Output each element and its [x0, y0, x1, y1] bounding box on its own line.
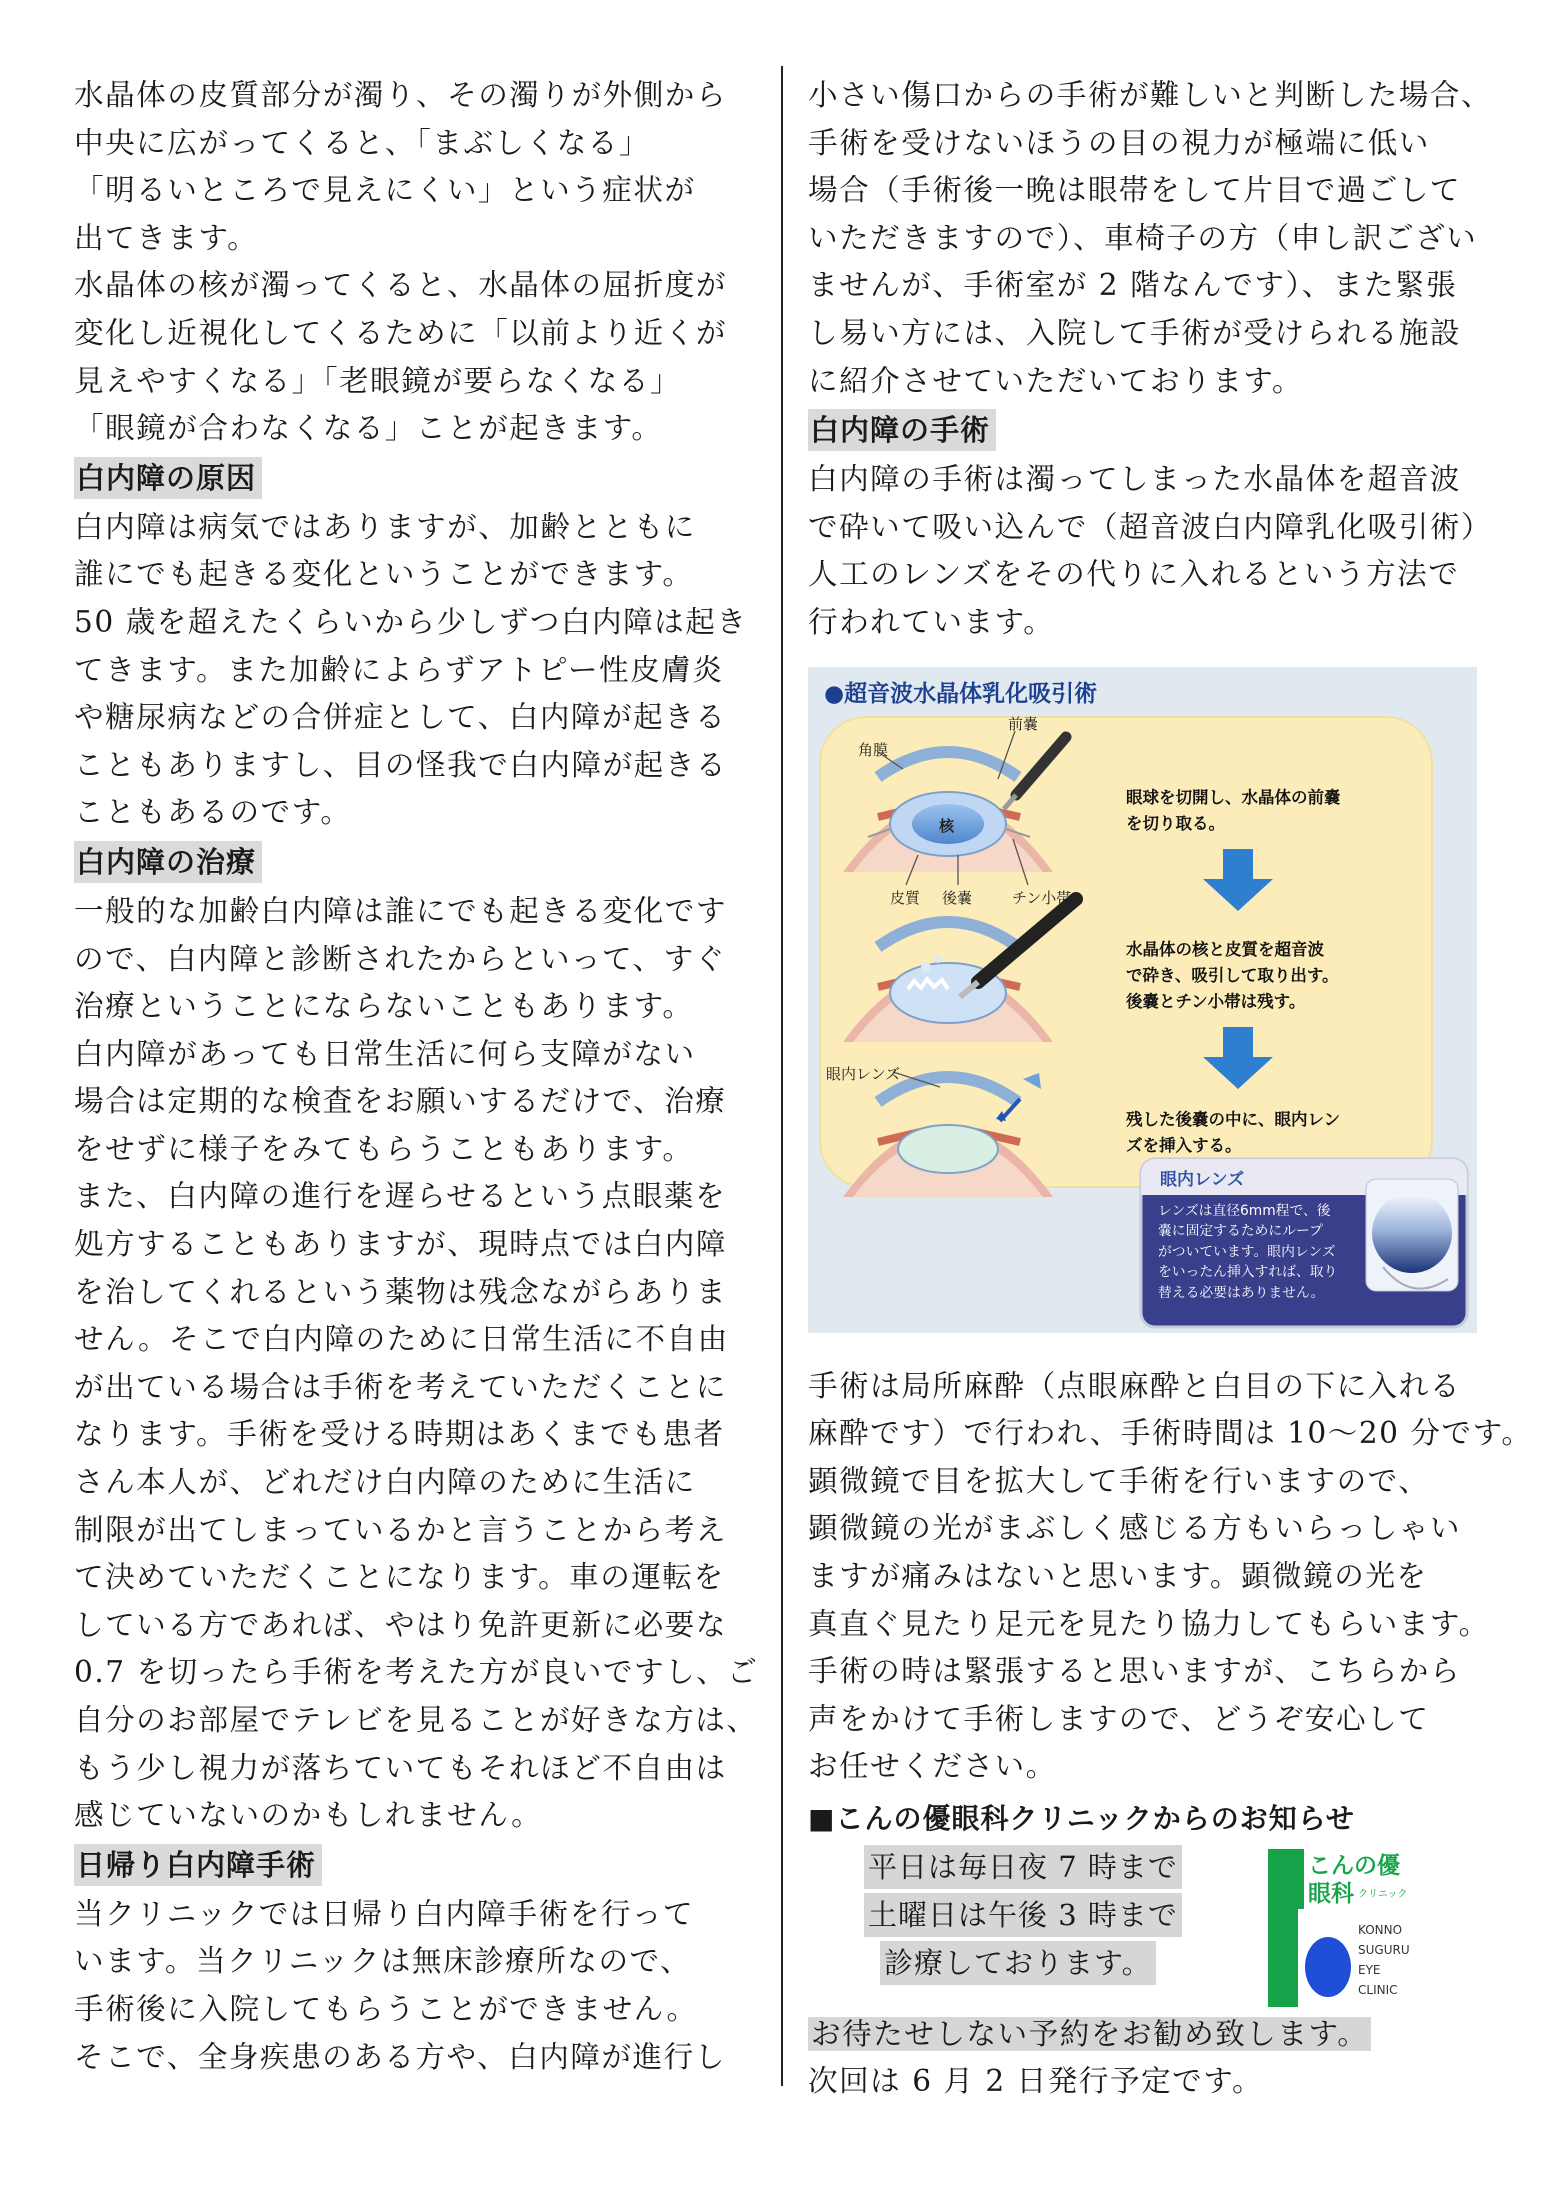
text-line: お任せください。: [808, 1749, 1057, 1784]
text-line: 場合は定期的な検査をお願いするだけで、治療: [74, 1084, 727, 1119]
clinic-notice: [808, 1799, 1498, 2106]
text-line: 人工のレンズをその代りに入れるという方法で: [808, 557, 1460, 592]
logo-english-2: SUGURU: [1358, 1942, 1410, 1957]
text-line: て決めていただくことになります。車の運転を: [74, 1560, 725, 1595]
text-line: 白内障は病気ではありますが、加齢とともに: [74, 509, 696, 544]
next-issue-line: 次回は 6 月 2 日発行予定です。: [808, 2064, 1264, 2099]
label-intraocular-lens: 眼内レンズ: [826, 1064, 901, 1083]
text-line: 一般的な加齢白内障は誰にでも起きる変化です: [74, 893, 727, 928]
text-line: 0.7 を切ったら手術を考えた方が良いですし、ご: [74, 1655, 759, 1690]
text-line: 50 歳を超えたくらいから少しずつ白内障は起き: [74, 604, 748, 639]
text-line: 真直ぐ見たり足元を見たり協力してもらいます。: [808, 1606, 1490, 1641]
figure-title: ●超音波水晶体乳化吸引術: [824, 680, 1098, 707]
text-line: 顕微鏡の光がまぶしく感じる方もいらっしゃい: [808, 1511, 1461, 1546]
text-line: そこで、全身疾患のある方や、白内障が進行し: [74, 2039, 726, 2074]
text-line: 誰にでも起きる変化ということができます。: [74, 557, 694, 592]
logo-line2: 眼科: [1308, 1880, 1354, 1907]
logo-line2-small: クリニック: [1358, 1888, 1408, 1900]
step-2-text: 水晶体の核と皮質を超音波 で砕き、吸引して取り出す。 後嚢とチン小帯は残す。: [1126, 939, 1339, 1011]
reservation-text: お待たせしない予約をお勧め致します。: [808, 2017, 1371, 2051]
text-line: をせずに様子をみてもらうこともあります。: [74, 1131, 694, 1166]
text-line: 声をかけて手術しますので、どうぞ安心して: [808, 1701, 1430, 1736]
step-1-text: 眼球を切開し、水晶体の前嚢 を切り取る。: [1126, 787, 1341, 833]
text-line: で砕いて吸い込んで（超音波白内障乳化吸引術）: [808, 509, 1493, 544]
text-line: また、白内障の進行を遅らせるという点眼薬を: [74, 1179, 727, 1214]
label-zonule: チン小帯: [1012, 888, 1072, 907]
text-line: 中央に広がってくると、「まぶしくなる」: [74, 125, 650, 160]
surgery-illustration: [808, 667, 1477, 1333]
intro-paragraph-1: [74, 72, 754, 262]
text-line: 白内障の手術は濁ってしまった水晶体を超音波: [808, 462, 1461, 497]
section-treatment: [74, 837, 759, 1840]
continued-paragraph: [808, 72, 1498, 405]
section-cause: [74, 453, 754, 837]
text-line: もう少し視力が落ちていてもそれほど不自由は: [74, 1750, 727, 1785]
text-line: 行われています。: [808, 604, 1055, 639]
lens-box-body: レンズは直径6mm程で、後 嚢に固定するためにループ がついています。眼内レンズ をいったん挿入すれば、取り 替える必要はありません。: [1158, 1202, 1338, 1301]
text-line: し易い方には、入院して手術が受けられる施設: [808, 315, 1461, 350]
logo-english-3: EYE: [1358, 1962, 1381, 1977]
text-line: 手術の時は緊張すると思いますが、こちらから: [808, 1654, 1461, 1689]
section-heading: 白内障の原因: [74, 457, 262, 499]
label-cornea: 角膜: [858, 740, 889, 759]
label-nucleus: 核: [939, 816, 955, 835]
left-column: [74, 72, 759, 2081]
text-line: 変化し近視化してくるために「以前より近くが: [74, 315, 727, 350]
label-cortex: 皮質: [890, 888, 921, 907]
text-line: を治してくれるという薬物は残念ながらありま: [74, 1274, 727, 1309]
section-heading: 白内障の治療: [74, 841, 262, 883]
lens-box-title: 眼内レンズ: [1160, 1169, 1245, 1190]
text-line: 見えやすくなる」「老眼鏡が要らなくなる」: [74, 363, 682, 398]
text-line: こともあるのです。: [74, 795, 352, 830]
clinic-logo: [1268, 1849, 1416, 2007]
text-line: こともありますし、目の怪我で白内障が起きる: [74, 747, 727, 782]
text-line: 出てきます。: [74, 220, 259, 255]
text-line: や糖尿病などの合併症として、白内障が起きる: [74, 700, 727, 735]
text-line: ので、白内障と診断されたからといって、すぐ: [74, 941, 726, 976]
text-line: 「明るいところで見えにくい」という症状が: [74, 173, 696, 208]
notice-heading: ■こんの優眼科クリニックからのお知らせ: [808, 1801, 1355, 1835]
text-line: している方であれば、やはり免許更新に必要な: [74, 1607, 727, 1642]
text-line: 手術後に入院してもらうことができません。: [74, 1991, 698, 2026]
iol-lens-image: [1372, 1193, 1452, 1273]
step-3-text: 残した後嚢の中に、眼内レン ズを挿入する。: [1126, 1109, 1341, 1155]
text-line: せん。そこで白内障のために日常生活に不自由: [74, 1322, 729, 1357]
text-line: いただきますので）、車椅子の方（申し訳ござい: [808, 220, 1478, 255]
section-surgery: [808, 405, 1498, 646]
logo-english-4: CLINIC: [1358, 1982, 1398, 1997]
text-line: 水晶体の皮質部分が濁り、その濁りが外側から: [74, 78, 727, 112]
text-line: 麻酔です）で行われ、手術時間は 10～20 分です。: [808, 1416, 1533, 1451]
text-line: 手術は局所麻酔（点眼麻酔と白目の下に入れる: [808, 1368, 1461, 1403]
text-line: てきます。また加齢によらずアトピー性皮膚炎: [74, 652, 724, 687]
label-anterior-capsule: 前嚢: [1008, 714, 1039, 733]
text-line: 当クリニックでは日帰り白内障手術を行って: [74, 1896, 695, 1931]
section-heading: 白内障の手術: [808, 409, 996, 451]
hours-saturday: 土曜日は午後 3 時まで: [864, 1893, 1182, 1937]
intro-paragraph-2: [74, 262, 754, 452]
right-column: [808, 72, 1533, 2106]
column-divider: [781, 66, 783, 2086]
clinic-hours: [864, 1845, 1182, 1989]
text-line: 「眼鏡が合わなくなる」ことが起きます。: [74, 411, 663, 446]
text-line: います。当クリニックは無床診療所なので、: [74, 1944, 692, 1979]
text-line: 白内障があっても日常生活に何ら支障がない: [74, 1036, 696, 1071]
section-heading: 日帰り白内障手術: [74, 1844, 322, 1886]
text-line: ますが痛みはないと思います。顕微鏡の光を: [808, 1558, 1428, 1593]
text-line: 水晶体の核が濁ってくると、水晶体の屈折度が: [74, 268, 727, 303]
text-line: 手術を受けないほうの目の視力が極端に低い: [808, 125, 1430, 160]
hours-weekday: 平日は毎日夜 7 時まで: [864, 1845, 1182, 1889]
logo-line1: こんの優: [1308, 1852, 1400, 1879]
section-day-surgery: [74, 1840, 754, 2081]
text-line: 感じていないのかもしれません。: [74, 1798, 543, 1833]
hours-note: 診療しております。: [880, 1941, 1156, 1985]
reservation-line: [808, 2011, 1498, 2059]
text-line: 小さい傷口からの手術が難しいと判断した場合、: [808, 78, 1493, 112]
text-line: さん本人が、どれだけ白内障のために生活に: [74, 1465, 696, 1500]
text-line: 自分のお部屋でテレビを見ることが好きな方は、: [74, 1703, 758, 1737]
text-line: に紹介させていただいております。: [808, 363, 1304, 398]
text-line: 制限が出てしまっているかと言うことから考え: [74, 1512, 727, 1547]
text-line: 顕微鏡で目を拡大して手術を行いますので、: [808, 1463, 1430, 1498]
logo-english-1: KONNO: [1358, 1922, 1403, 1937]
notice-body: [808, 1845, 1498, 2011]
label-posterior-capsule: 後嚢: [942, 888, 973, 907]
after-figure-paragraph: [808, 1363, 1533, 1791]
text-line: ませんが、手術室が 2 階なんです）、また緊張: [808, 268, 1458, 303]
text-line: 処方することもありますが、現時点では白内障: [74, 1227, 727, 1262]
text-line: が出ている場合は手術を考えていただくことに: [74, 1369, 727, 1404]
text-line: 治療ということにならないこともあります。: [74, 989, 694, 1024]
text-line: 場合（手術後一晩は眼帯をして片目で過ごして: [808, 173, 1461, 208]
text-line: なります。手術を受ける時期はあくまでも患者: [74, 1417, 725, 1452]
